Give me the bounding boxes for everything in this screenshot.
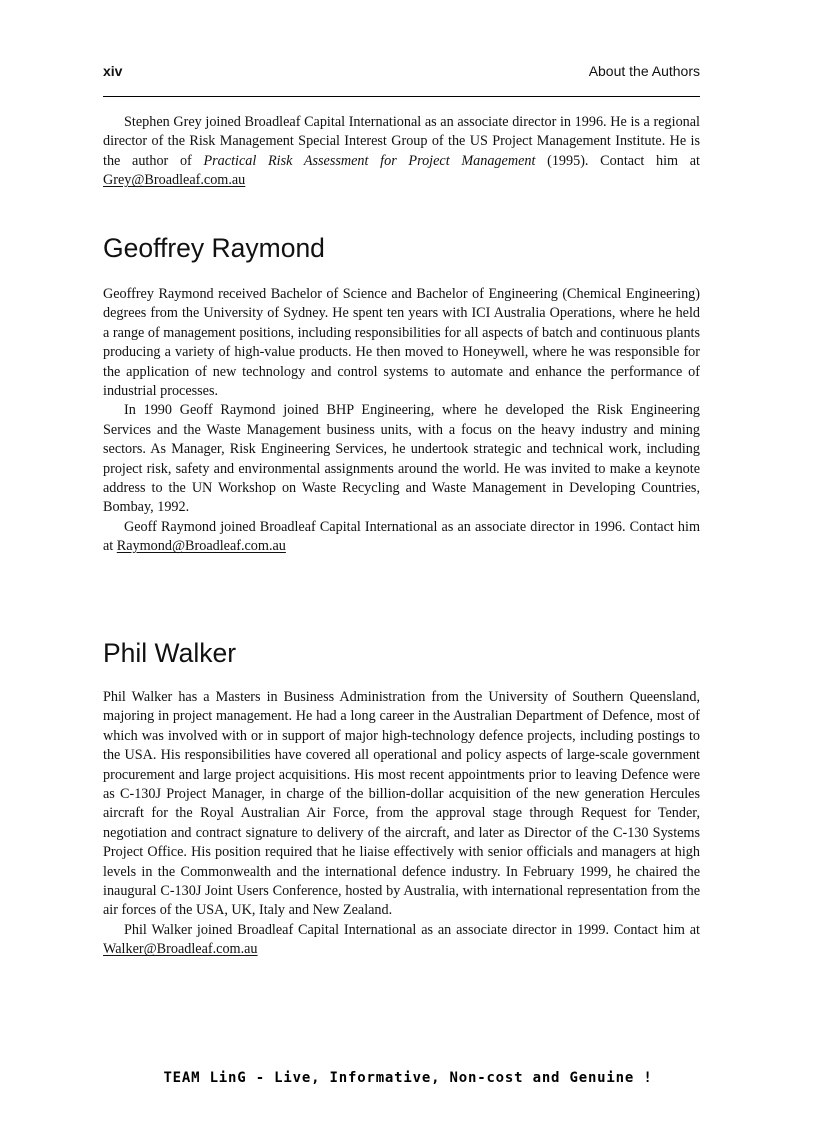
raymond-paragraph-2: In 1990 Geoff Raymond joined BHP Engineering, where he developed the Risk Engineering Services and the Waste Management business units, with a focus on the heavy industry and mining sectors. As Manager, Risk Engineering Services, he undertook strategic and technical work, including project risk, safety and environmental assignments around the world. He was invited to make a keynote address to the UN Workshop on Waste Recycling and Waste Management in Developing Countries, Bombay, 1992.	[103, 402, 700, 516]
walker-heading: Phil Walker	[103, 638, 237, 668]
grey-text: Stephen Grey joined Broadleaf Capital International as an associate director in 1996. He is a regional director of the Risk Management Special Interest Group of the US Project Management Institute. He is the author of	[103, 114, 700, 169]
walker-bio	[103, 688, 700, 960]
walker-contact-text: Phil Walker joined Broadleaf Capital International as an associate director in 1999. Contact him at	[124, 921, 700, 938]
raymond-heading: Geoffrey Raymond	[103, 233, 325, 263]
raymond-paragraph-3	[103, 518, 700, 557]
running-header	[103, 63, 700, 85]
section-title: About the Authors	[588, 63, 700, 79]
raymond-email-link[interactable]: Raymond@Broadleaf.com.au	[116, 538, 286, 555]
grey-paragraph	[103, 113, 700, 191]
book-title: Practical Risk Assessment for Project Management	[203, 152, 536, 169]
grey-text-tail: (1995). Contact him at	[535, 152, 700, 169]
walker-paragraph-2	[103, 921, 700, 960]
walker-email-link[interactable]: Walker@Broadleaf.com.au	[103, 941, 258, 958]
grey-bio	[103, 113, 700, 191]
page-number: xiv	[103, 63, 123, 79]
grey-email-link[interactable]: Grey@Broadleaf.com.au	[103, 172, 246, 189]
watermark-footer: TEAM LinG - Live, Informative, Non-cost and Genuine !	[163, 1070, 653, 1086]
raymond-bio	[103, 285, 700, 557]
raymond-contact-text: Geoff Raymond joined Broadleaf Capital International as an associate director in 1996. Contact him at	[103, 518, 700, 555]
walker-paragraph-1: Phil Walker has a Masters in Business Administration from the University of Southern Queensland, majoring in project management. He had a long career in the Australian Department of Defence, most of which was involved with or in support of major high-technology defence projects, including postings to the USA. His responsibilities have covered all operational and policy aspects of large-scale government procurement and large project acquisitions. His most recent appointments prior to leaving Defence were as C-130J Project Manager, in charge of the billion-dollar acquisition of the new generation Hercules aircraft for the Royal Australian Air Force, from the approval stage through Request for Tender, negotiation and contract signature to delivery of the aircraft, and later as Director of the C-130 Systems Project Office. His position required that he liaise effectively with senior officials and managers at high levels in the Commonwealth and the international defence industry. In February 1999, he chaired the inaugural C-130J Joint Users Conference, hosted by Australia, with international representation from the air forces of the USA, UK, Italy and New Zealand.	[103, 689, 700, 919]
header-rule	[103, 96, 700, 97]
raymond-paragraph-1: Geoffrey Raymond received Bachelor of Science and Bachelor of Engineering (Chemical Engineering) degrees from the University of Sydney. He spent ten years with ICI Australia Operations, where he held a range of management positions, including responsibilities for all aspects of batch and continuous plants producing a variety of high-value products. He then moved to Honeywell, where he was responsible for the application of new technology and control systems to automate and enhance the performance of industrial processes.	[103, 286, 700, 400]
